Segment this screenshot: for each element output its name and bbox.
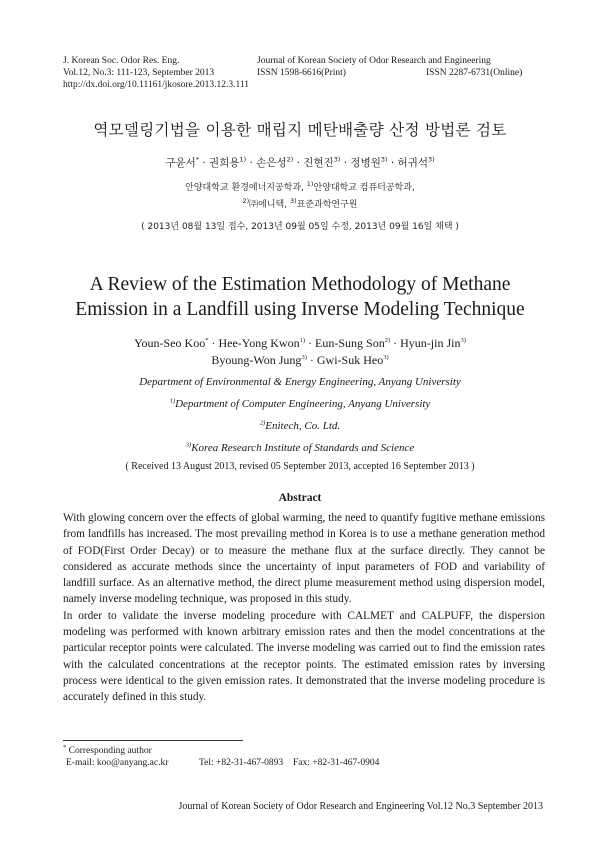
english-received-dates: ( Received 13 August 2013, revised 05 September 2013, accepted 16 September 2013 )	[125, 461, 475, 472]
issn-print: ISSN 1598-6616(Print)	[257, 68, 346, 78]
author-name: 손은성	[256, 157, 287, 169]
english-affiliation-1: Department of Environmental & Energy Engineering, Anyang University	[139, 376, 461, 388]
korean-affiliation-line2: $^{2)}$㈜에니텍, $^{3)}$표준과학연구원	[242, 197, 358, 210]
abstract-paragraph-1: With glowing concern over the effects of global warming, the need to quantify fugitive methane emissions from landfills has increased. The most prevailing method in Korea is to use a methane generation method of FOD(First Order Decay) or to measure the methane flux at the surface directly. They cannot be considered as accurate methods since the uncertainty of input parameters of FOD and variability of landfill surface. As an alternative method, the direct plume measurement method using dispersion model, namely inverse modeling technique, was proposed in this study.	[63, 512, 545, 606]
author-name: Gwi-Suk Heo	[316, 353, 384, 367]
korean-affiliation-line1: 안양대학교 환경에너지공학과, $^{1)}$안양대학교 컴퓨터공학과,	[185, 180, 415, 193]
footnote-divider	[63, 740, 243, 741]
english-title-line1: A Review of the Estimation Methodology of Methane	[89, 274, 511, 295]
doi-link[interactable]: http://dx.doi.org/10.11161/jkosore.2013.12.3.111	[63, 80, 250, 90]
author-name: Hee-Yong Kwon	[218, 336, 300, 350]
volume-info: Vol.12, No.3: 111-123, September 2013	[63, 68, 215, 78]
journal-name: Journal of Korean Society of Odor Research and Engineering	[257, 56, 491, 66]
english-affiliation-4: $^{3)}$Korea Research Institute of Standards and Science	[185, 441, 415, 454]
author-name: Eun-Sung Son	[315, 336, 385, 350]
author-name: 구윤서	[165, 157, 196, 169]
korean-title: 역모델링기법을 이용한 매립지 메탄배출량 산정 방법론 검토	[93, 121, 507, 139]
abstract-heading: Abstract	[278, 492, 322, 504]
english-affiliation-3: $^{2)}$Enitech, Co. Ltd.	[259, 419, 341, 432]
english-authors-line1: Youn-Seo Koo* · Hee-Yong Kwon$^{1)}$ · Eun-Sung Son$^{2)}$ · Hyun-jin Jin$^{3)}$	[134, 336, 466, 350]
journal-abbrev: J. Korean Soc. Odor Res. Eng.	[63, 56, 180, 66]
footnote-email: E-mail: koo@anyang.ac.kr	[66, 758, 169, 768]
footnote-fax: Fax: +82-31-467-0904	[293, 758, 380, 768]
footnote-tel: Tel: +82-31-467-0893	[199, 758, 284, 768]
issn-online: ISSN 2287-6731(Online)	[426, 68, 523, 78]
korean-received-dates: ( 2013년 08월 13일 접수, 2013년 09월 05일 수정, 2013년 09월 16일 채택 )	[141, 222, 459, 232]
author-name: 권희용	[209, 157, 240, 169]
english-title-line2: Emission in a Landfill using Inverse Modeling Technique	[75, 299, 525, 320]
author-name: Byoung-Won Jung	[211, 353, 302, 367]
abstract-body	[63, 510, 545, 706]
author-name: Youn-Seo Koo	[134, 336, 206, 350]
english-affiliation-2: $^{1)}$Department of Computer Engineering, Anyang University	[169, 397, 431, 410]
author-name: 정병원	[350, 157, 381, 169]
footnote-corresponding: * Corresponding author	[63, 743, 152, 756]
author-name: 진현진	[303, 157, 334, 169]
author-name: Hyun-jin Jin	[400, 336, 461, 350]
english-authors-line2: Byoung-Won Jung$^{3)}$ · Gwi-Suk Heo$^{3)}$	[211, 353, 389, 367]
korean-authors: 구윤서* · 권희용$^{1)}$ · 손은성$^{2)}$ · 진현진$^{3)}$ · 정병원$^{3)}$ · 허귀석$^{3)}$	[165, 155, 435, 169]
abstract-paragraph-2: In order to validate the inverse modeling procedure with CALMET and CALPUFF, the dispersion modeling was performed with known arbitrary emission rates and then the model concentrations at the particular receptor points were calculated. The inverse modeling was carried out to find the emission rates with the calculated concentrations at the receptor points. The estimated emission rates by inversing process were identical to the given emission rates. It demonstrated that the inverse modeling procedure is accurately defined in this study.	[63, 609, 545, 704]
author-name: 허귀석	[397, 157, 428, 169]
page-footer: Journal of Korean Society of Odor Research and Engineering Vol.12 No.3 September 2013	[178, 801, 543, 812]
